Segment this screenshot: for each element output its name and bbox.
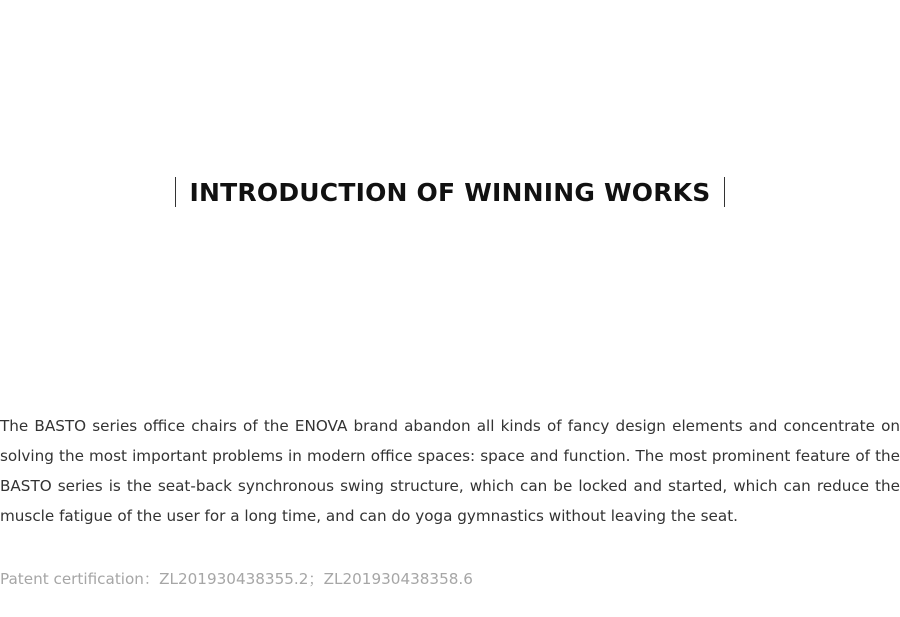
section-title: INTRODUCTION OF WINNING WORKS [189, 177, 711, 207]
section-heading [0, 177, 900, 207]
patent-certification: Patent certification：ZL201930438355.2；ZL201930438358.6 [0, 570, 473, 588]
left-divider-bar [175, 177, 176, 207]
right-divider-bar [724, 177, 725, 207]
description-paragraph: The BASTO series office chairs of the ENOVA brand abandon all kinds of fancy design elements and concentrate on solving the most important problems in modern office spaces: space and function. The most prominent feature of the BASTO series is the seat-back synchronous swing structure, which can be locked and started, which can reduce the muscle fatigue of the user for a long time, and can do yoga gymnastics without leaving the seat. [0, 417, 900, 525]
